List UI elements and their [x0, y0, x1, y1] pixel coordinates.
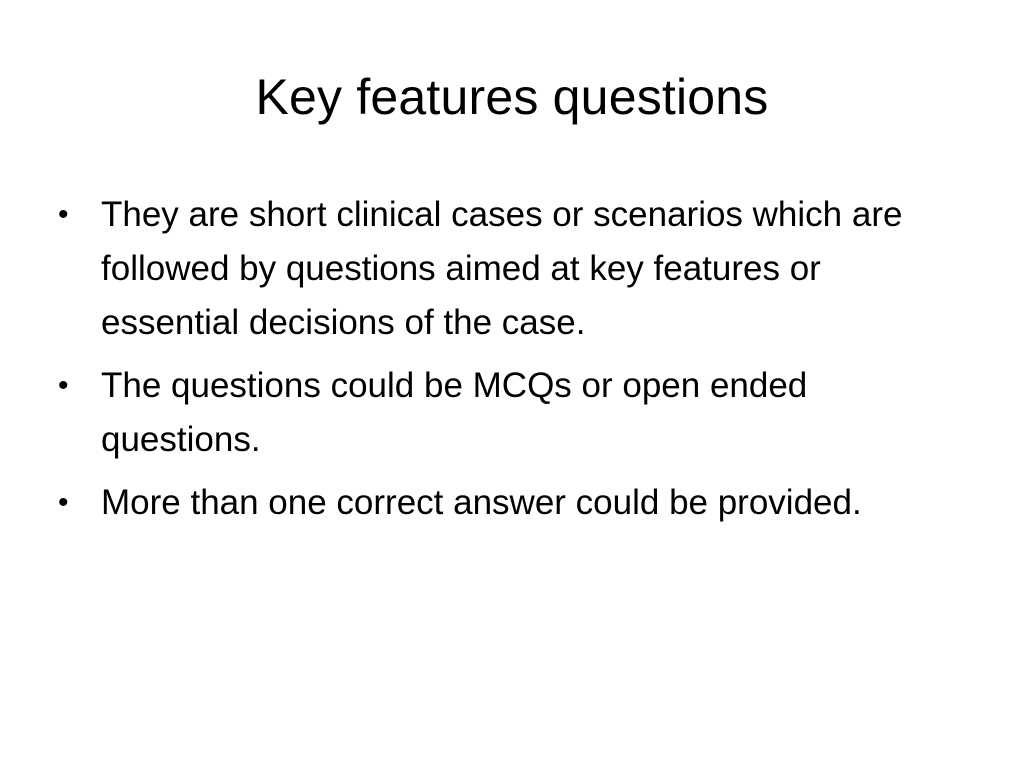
- bullet-item: [58, 359, 958, 467]
- slide-title: Key features questions: [255, 69, 769, 125]
- bullet-dot: •: [58, 486, 69, 519]
- bullet-text: They are short clinical cases or scenarios which are followed by questions aimed at key features or essential decisions of the case.: [101, 195, 903, 342]
- bullet-item: [58, 476, 958, 530]
- bullet-text: More than one correct answer could be provided.: [101, 483, 862, 522]
- bullet-item: [58, 188, 958, 350]
- bullet-text: The questions could be MCQs or open ended questions.: [101, 366, 808, 459]
- bullet-dot: •: [58, 198, 69, 231]
- bullet-dot: •: [58, 369, 69, 402]
- bullet-list: [58, 188, 958, 539]
